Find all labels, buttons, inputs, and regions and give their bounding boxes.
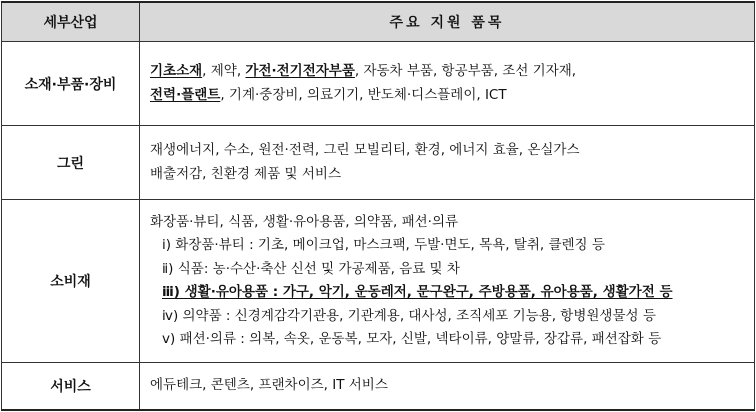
materials-line-2 [150,84,746,108]
row-content-consumer [140,200,755,363]
highlight-power-plant: 전력·플랜트 [150,86,221,103]
header-items: 주요 지원 품목 [140,2,755,42]
highlight-basic-materials: 기초소재 [150,63,203,79]
row-label-materials: 소재·부품·장비 [2,42,140,126]
row-label-service: 서비스 [2,363,140,410]
highlight-electronics: 가전·전기전자부품 [245,63,355,79]
row-content-service [140,363,755,410]
row-label-consumer: 소비재 [2,200,140,363]
consumer-intro: 화장품·뷰티, 식품, 생활·유아용품, 의약품, 패션·의류 [150,213,459,230]
consumer-sub-pharma: ⅳ) 의약품 : 신경계감각기관용, 기관계용, 대사성, 조직세포 기능용, 항병원생물성 등 [162,307,656,324]
green-line-1: 재생에너지, 수소, 원전·전력, 그린 모빌리티, 환경, 에너지 효율, 온실가스 [150,142,580,158]
row-content-green [140,126,755,200]
table-header-row [2,2,755,42]
consumer-sub-food: ⅱ) 식품: 농·수산·축산 신선 및 가공제품, 음료 및 차 [162,260,460,277]
text-fragment: , 제약, [202,63,246,79]
consumer-sub-living: ⅲ) 생활·유아용품 : 가구, 악기, 운동레저, 문구완구, 주방용품, 유아용품, 생활가전 등 [162,284,673,300]
text-fragment: , 기계·중장비, 의료기기, 반도체·디스플레이, ICT [220,86,507,103]
table-row [2,363,755,410]
service-line-1: 에듀테크, 콘텐츠, 프랜차이즈, IT 서비스 [150,377,388,393]
table-row [2,42,755,126]
consumer-sub-fashion: ⅴ) 패션·의류 : 의복, 속옷, 운동복, 모자, 신발, 넥타이류, 양말류, 장갑류, 패션잡화 등 [162,331,662,347]
row-content-materials [140,42,755,126]
materials-line-1 [150,60,746,84]
text-fragment: , 자동차 부품, 항공부품, 조선 기자재, [354,63,577,79]
green-line-2: 배출저감, 친환경 제품 및 서비스 [150,165,341,182]
table-row [2,200,755,363]
consumer-sub-cosmetics: ⅰ) 화장품·뷰티 : 기초, 메이크업, 마스크팩, 두발·면도, 목욕, 탈취, 클렌징 등 [162,237,605,253]
table-row [2,126,755,200]
header-industry: 세부산업 [2,2,140,42]
row-label-green: 그린 [2,126,140,200]
support-items-table [1,1,755,411]
